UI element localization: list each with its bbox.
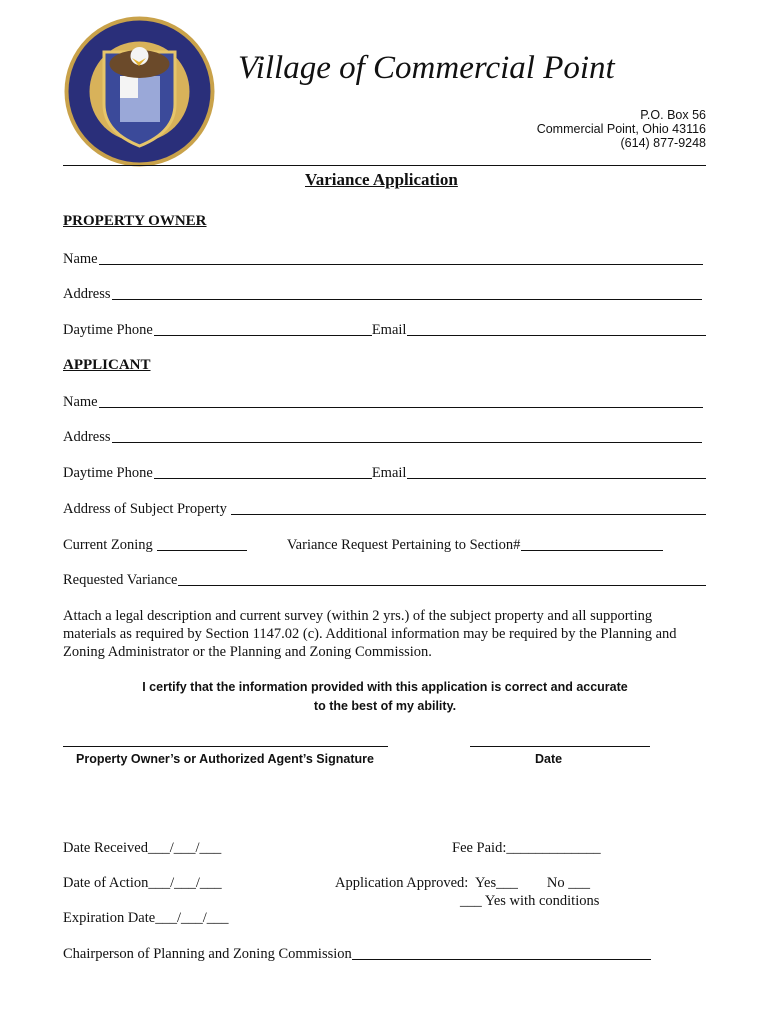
expiration-date: Expiration Date___/___/___ xyxy=(63,910,229,926)
applicant-heading: APPLICANT xyxy=(63,357,151,373)
owner-phone-row xyxy=(63,322,706,339)
applicant-email-label: Email xyxy=(371,465,407,481)
section-field[interactable] xyxy=(521,550,663,551)
applicant-phone-row xyxy=(63,465,706,482)
fee-paid: Fee Paid:_____________ xyxy=(452,840,601,856)
instructions-text: Attach a legal description and current survey (within 2 yrs.) of the subject property and all supporting materials as required by Section 1147.02 (c). Additional information may be required by the Planning and Zoning Administrator or the Planning and Zoning Commission. xyxy=(63,608,677,660)
owner-phone-field[interactable] xyxy=(154,335,372,336)
applicant-name-label: Name xyxy=(63,394,98,410)
signature-line[interactable] xyxy=(63,746,388,747)
owner-address-label: Address xyxy=(63,286,111,302)
date-of-action: Date of Action___/___/___ xyxy=(63,875,222,891)
requested-variance-field[interactable] xyxy=(178,585,706,586)
owner-email-label: Email xyxy=(371,322,407,338)
owner-name-field[interactable] xyxy=(99,264,703,265)
phone-number: (614) 877-9248 xyxy=(620,136,706,150)
owner-address-row xyxy=(63,286,702,303)
chairperson-signature-field[interactable] xyxy=(352,959,651,960)
applicant-phone-field[interactable] xyxy=(154,478,372,479)
owner-name-label: Name xyxy=(63,251,98,267)
yes-with-conditions: ___ Yes with conditions xyxy=(460,893,600,909)
requested-variance-label: Requested Variance xyxy=(63,572,178,588)
section-label: Variance Request Pertaining to Section# xyxy=(286,537,521,553)
applicant-name-row xyxy=(63,394,703,411)
owner-address-field[interactable] xyxy=(112,299,702,300)
header-divider xyxy=(63,165,706,166)
date-label: Date xyxy=(535,752,563,766)
applicant-address-label: Address xyxy=(63,429,111,445)
current-zoning-field[interactable] xyxy=(157,550,247,551)
village-title: Village of Commercial Point xyxy=(238,50,615,86)
chairperson-label: Chairperson of Planning and Zoning Commission xyxy=(63,946,352,962)
owner-phone-label: Daytime Phone xyxy=(63,322,153,338)
owner-email-field[interactable] xyxy=(407,335,706,336)
form-heading: Variance Application xyxy=(305,170,458,189)
requested-variance-row xyxy=(63,572,706,589)
applicant-address-row xyxy=(63,429,702,446)
subject-property-row xyxy=(63,501,706,518)
applicant-email-field[interactable] xyxy=(407,478,706,479)
village-seal xyxy=(62,14,217,169)
subject-property-field[interactable] xyxy=(231,514,706,515)
applicant-phone-label: Daytime Phone xyxy=(63,465,153,481)
property-owner-heading: PROPERTY OWNER xyxy=(63,213,207,229)
chairperson-row xyxy=(63,946,651,963)
signature-label: Property Owner’s or Authorized Agent’s Signature xyxy=(76,752,374,766)
application-approved: Application Approved: Yes___ No ___ xyxy=(335,875,590,891)
date-line[interactable] xyxy=(470,746,650,747)
date-received: Date Received___/___/___ xyxy=(63,840,222,856)
applicant-name-field[interactable] xyxy=(99,407,703,408)
certify-line-2: to the best of my ability. xyxy=(313,699,457,713)
subject-property-label: Address of Subject Property xyxy=(63,501,227,517)
po-box: P.O. Box 56 xyxy=(640,108,706,122)
owner-name-row xyxy=(63,251,703,268)
applicant-address-field[interactable] xyxy=(112,442,702,443)
certify-line-1: I certify that the information provided with this application is correct and accurate xyxy=(142,680,628,694)
current-zoning-label: Current Zoning xyxy=(63,537,153,553)
zoning-row xyxy=(63,537,663,554)
city-state: Commercial Point, Ohio 43116 xyxy=(536,122,706,136)
